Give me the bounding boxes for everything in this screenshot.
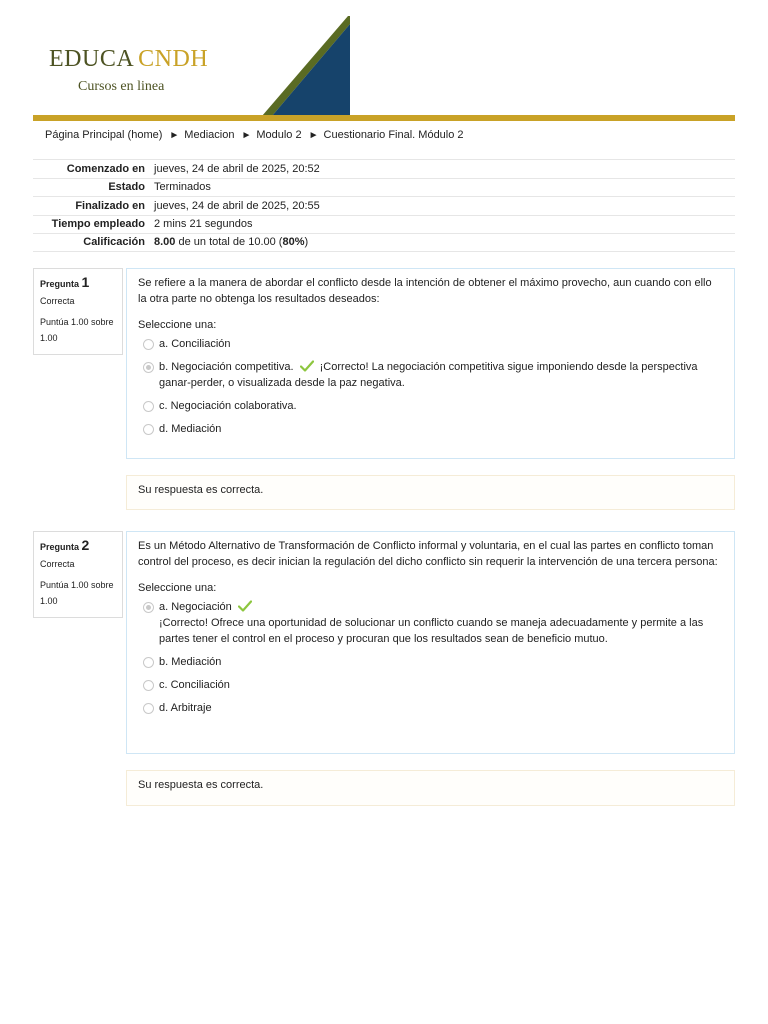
answer-prompt: Seleccione una:	[138, 582, 217, 594]
answer-radio[interactable]	[143, 680, 154, 691]
answer-option[interactable]	[138, 421, 723, 437]
grade-text-end: )	[304, 236, 309, 249]
question-grade: Puntúa 1.00 sobre 1.00	[40, 580, 114, 606]
brand-title-part1: EDUCA	[49, 46, 135, 72]
breadcrumb-arrow-icon: ►	[169, 129, 180, 141]
breadcrumb-arrow-icon: ►	[241, 129, 252, 141]
result-text: Su respuesta es correcta.	[138, 779, 264, 791]
summary-row-finished	[33, 196, 735, 215]
question-number	[40, 274, 116, 290]
answer-label: c. Negociación colaborativa.	[159, 400, 297, 412]
question-number-value: 1	[81, 274, 90, 290]
summary-row-started	[33, 159, 735, 178]
summary-row-state	[33, 178, 735, 197]
question-label: Pregunta	[40, 279, 80, 289]
answer-option[interactable]	[138, 700, 723, 716]
breadcrumb-course[interactable]: Mediacion	[184, 129, 235, 141]
summary-label: Estado	[108, 181, 145, 194]
question-state: Correcta	[40, 559, 75, 569]
answer-radio[interactable]	[143, 424, 154, 435]
answer-label: a. Negociación	[159, 601, 232, 613]
question-text: Se refiere a la manera de abordar el conflicto desde la intención de obtener el máximo provecho, aun cuando con ello la otra parte no obtenga los resultados deseados:	[138, 277, 712, 305]
breadcrumb-quiz[interactable]: Cuestionario Final. Módulo 2	[323, 129, 464, 141]
answer-label: b. Mediación	[159, 656, 222, 668]
grade-text: de un total de 10.00 (	[178, 236, 283, 249]
summary-row-time	[33, 215, 735, 234]
summary-value: Terminados	[154, 181, 211, 194]
answer-radio[interactable]	[143, 602, 154, 613]
question-content-2	[126, 531, 735, 754]
answer-label-wrap	[159, 599, 723, 647]
grade-score: 8.00	[154, 236, 176, 249]
site-header	[0, 0, 768, 122]
answer-option[interactable]	[138, 677, 723, 693]
summary-row-grade	[33, 233, 735, 252]
breadcrumb-section[interactable]: Modulo 2	[256, 129, 302, 141]
attempt-summary-table	[33, 159, 735, 252]
answer-prompt: Seleccione una:	[138, 319, 217, 331]
question-result-2	[126, 770, 735, 806]
answer-option-selected[interactable]	[138, 359, 723, 391]
question-content-1	[126, 268, 735, 459]
answer-label: d. Arbitraje	[159, 702, 212, 714]
summary-value: jueves, 24 de abril de 2025, 20:55	[154, 199, 320, 212]
summary-label: Tiempo empleado	[51, 218, 145, 231]
answer-option-selected[interactable]	[138, 599, 723, 647]
grade-percent: 80%	[282, 236, 305, 249]
breadcrumb	[45, 129, 464, 141]
brand-subtitle: Cursos en linea	[78, 79, 165, 94]
answer-feedback: ¡Correcto! La negociación competitiva sigue imponiendo desde la perspectiva ganar-perder, o visualizada desde la paz negativa.	[159, 361, 698, 389]
answer-feedback: ¡Correcto! Ofrece una oportunidad de solucionar un conflicto cuando se maneja adecuadamente y permite a las partes tener el control en el proceso y procuran que los resultados sean de beneficio mutuo.	[159, 617, 704, 645]
summary-value	[154, 236, 308, 248]
site-logo-text[interactable]	[49, 46, 208, 73]
answer-label: b. Negociación competitiva.	[159, 361, 294, 373]
summary-label: Calificación	[83, 236, 145, 249]
breadcrumb-arrow-icon: ►	[308, 129, 319, 141]
summary-label: Comenzado en	[66, 162, 145, 175]
correct-check-icon	[238, 600, 252, 612]
answer-label: d. Mediación	[159, 423, 222, 435]
answer-radio[interactable]	[143, 657, 154, 668]
question-info-1	[33, 268, 123, 355]
answer-label-wrap	[159, 359, 723, 391]
brand-title-part2: CNDH	[138, 46, 209, 72]
question-grade: Puntúa 1.00 sobre 1.00	[40, 317, 114, 343]
question-number	[40, 537, 116, 553]
summary-label: Finalizado en	[75, 199, 145, 212]
answer-radio[interactable]	[143, 703, 154, 714]
question-text: Es un Método Alternativo de Transformación de Conflicto informal y voluntaria, en el cual las partes en conflicto toman control del proceso, es decir inician la regulación del dicho conflicto sin requerir la intervención de una tercera persona:	[138, 540, 718, 568]
answer-option[interactable]	[138, 654, 723, 670]
question-result-1	[126, 475, 735, 510]
summary-value: 2 mins 21 segundos	[154, 218, 253, 231]
answer-radio[interactable]	[143, 401, 154, 412]
answer-option[interactable]	[138, 336, 723, 352]
answer-label: a. Conciliación	[159, 338, 231, 350]
question-state: Correcta	[40, 296, 75, 306]
answer-option[interactable]	[138, 398, 723, 414]
header-divider	[33, 115, 735, 121]
question-info-2	[33, 531, 123, 618]
answer-label: c. Conciliación	[159, 679, 230, 691]
logo-triangle-icon	[262, 16, 352, 116]
question-number-value: 2	[81, 537, 90, 553]
result-text: Su respuesta es correcta.	[138, 484, 264, 496]
question-label: Pregunta	[40, 542, 80, 552]
summary-value: jueves, 24 de abril de 2025, 20:52	[154, 162, 320, 175]
breadcrumb-home[interactable]: Página Principal (home)	[45, 129, 163, 141]
correct-check-icon	[300, 360, 314, 372]
answer-radio[interactable]	[143, 362, 154, 373]
answer-radio[interactable]	[143, 339, 154, 350]
